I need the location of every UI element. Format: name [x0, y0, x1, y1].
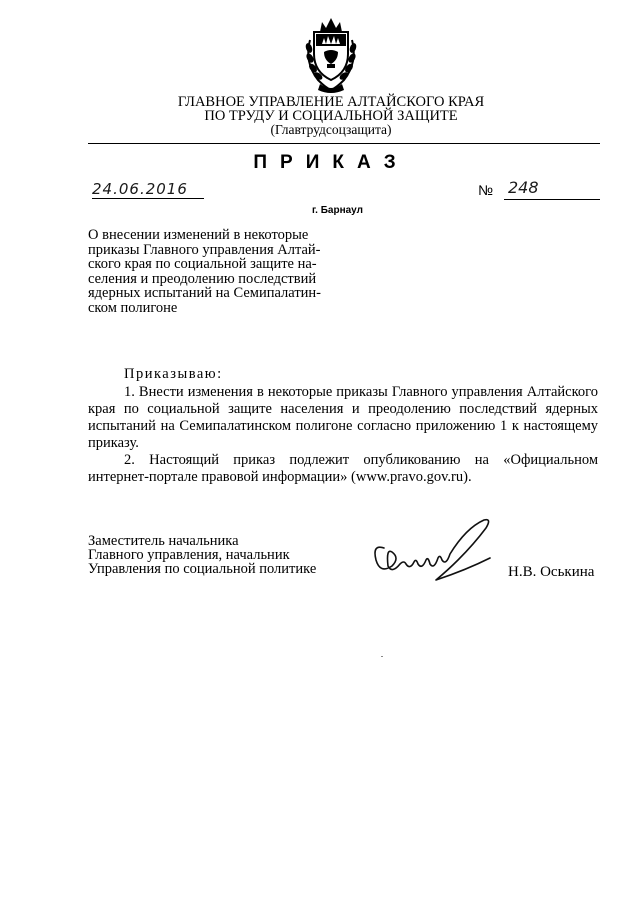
document-date: 24.06.2016 [92, 180, 188, 198]
subject-line: ядерных испытаний на Семипалатин- [88, 285, 322, 302]
document-subject [88, 228, 336, 316]
scan-speck [381, 656, 383, 657]
document-body [88, 366, 598, 486]
document-title: ПРИКАЗ [253, 152, 409, 173]
order-item-1: 1. Внести изменения в некоторые приказы Главного управления Алтайского края по социальной защите населения и преодолению последствий ядерных испытаний на Семипалатинском полигоне согласно приложению 1 к настоящему приказу. [88, 384, 598, 451]
position-line: Управления по социальной политике [88, 561, 317, 577]
subject-line: О внесении изменений в некоторые [88, 227, 309, 243]
signatory-name: Н.В. Оськина [508, 564, 595, 580]
subject-line: приказы Главного управления Алтай- [88, 241, 321, 258]
organization-name-line1: ГЛАВНОЕ УПРАВЛЕНИЕ АЛТАЙСКОГО КРАЯ [177, 94, 485, 110]
order-directive: Приказываю: [124, 366, 223, 382]
order-item-2: 2. Настоящий приказ подлежит опубликованию на «Официальном интернет-портале правовой информации» (www.pravo.gov.ru). [88, 452, 598, 485]
subject-line: селения и преодолению последствий [88, 270, 317, 287]
document-number-label: № [478, 182, 494, 198]
signatory-position [88, 534, 316, 576]
header-divider [88, 143, 600, 144]
position-line: Главного управления, начальник [88, 547, 290, 563]
organization-short-name: (Главтрудсоцзащита) [270, 122, 392, 137]
coat-of-arms-icon [300, 10, 362, 94]
subject-line: ском полигоне [88, 299, 178, 316]
date-underline [92, 198, 204, 199]
subject-line: ского края по социальной защите на- [88, 256, 317, 273]
document-city: г. Барнаул [312, 205, 363, 216]
organization-name-line2: ПО ТРУДУ И СОЦИАЛЬНОЙ ЗАЩИТЕ [204, 108, 458, 124]
position-line: Заместитель начальника [88, 533, 239, 549]
number-underline [504, 199, 600, 200]
handwritten-signature-icon [366, 514, 496, 584]
document-number: 248 [508, 178, 539, 197]
